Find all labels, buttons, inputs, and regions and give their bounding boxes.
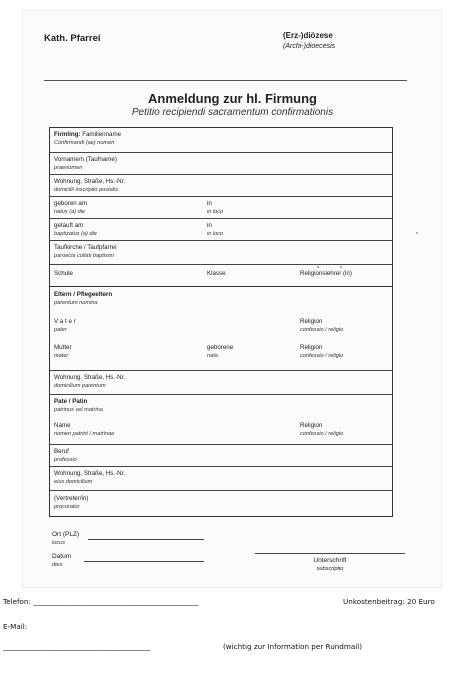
vater-label: V a t e r (54, 318, 76, 325)
wohnung-eltern-latin: domicilium parentum (54, 383, 106, 389)
pate-heading: Pate / Patin (54, 398, 88, 405)
religion-mutter-label: Religion (300, 344, 323, 351)
firmling-label: Familienname (82, 131, 122, 138)
wohnung-pate-latin: eius domicilium (54, 479, 93, 485)
ort-latin: locus (52, 540, 66, 546)
religionslehrer-label: Religionslehrer (in) (300, 270, 352, 277)
header-rule (44, 80, 407, 81)
vater-latin: pater (54, 327, 67, 333)
taufkirche-latin: paroecia collati baptismi (54, 253, 114, 259)
diocese-label: (Erz-)diözese (283, 31, 333, 40)
ort-field (52, 531, 79, 547)
religion-vater-latin: confessio / religio (300, 327, 344, 333)
scan-speck (416, 232, 418, 234)
row-wohnung-pate (50, 466, 392, 491)
firmling-latin: Confirmandi (ae) nomen (54, 140, 115, 146)
geboren-label: geboren am (54, 200, 88, 207)
datum-latin: dies (52, 562, 63, 568)
form-title: Anmeldung zur hl. Firmung (148, 91, 317, 106)
registration-form (49, 127, 393, 517)
ort-line (88, 539, 204, 540)
religion-pate-label: Religion (300, 422, 323, 429)
eltern-latin: parentum nomina (54, 300, 98, 306)
getauft-in-label: in (207, 222, 212, 229)
email-label: E-Mail: (3, 622, 28, 631)
taufkirche-label: Taufkirche / Taufpfarrei (54, 244, 117, 251)
info-note: (wichtig zur Information per Rundmail) (223, 642, 363, 651)
ort-label: Ort (PLZ) (52, 531, 80, 538)
email-line: _________________________________________ (3, 642, 151, 651)
firmling-heading: Firmling: (54, 131, 81, 138)
signature-label: Unterschrift (313, 557, 347, 564)
beruf-label: Beruf (54, 448, 69, 455)
getauft-latin: baptizatus (a) die (54, 231, 97, 237)
getauft-label: getauft am (54, 222, 84, 229)
wohnung-pate-label: Wohnung, Straße, Hs.-Nr. (54, 470, 126, 477)
klasse-label: Klasse (207, 270, 226, 277)
vorname-latin: praenomen (54, 165, 83, 171)
wohnung-latin: domicilii inscriptio postalis (54, 187, 119, 193)
mutter-latin: mater (54, 353, 69, 359)
name-latin: nomen patrini / matrinae (54, 431, 115, 437)
vertreter-label: (Vertreter/in) (54, 495, 89, 502)
parish-label: Kath. Pfarrei (44, 33, 101, 44)
datum-field (52, 553, 71, 569)
scan-speck (340, 266, 342, 268)
geborene-latin: nata (207, 353, 218, 359)
signature-field (255, 557, 405, 573)
firmling-field (54, 131, 121, 147)
name-label: Name (54, 422, 71, 429)
section-eltern (50, 286, 392, 371)
signature-latin: subscriptio (316, 566, 344, 572)
signature-line (255, 553, 405, 554)
beruf-latin: professio (54, 457, 77, 463)
datum-line (84, 561, 204, 562)
telefon-line: Telefon: ______________________________________________ (3, 597, 199, 606)
mutter-label: Mutter (54, 344, 72, 351)
geboren-in-latin: in loco (207, 209, 224, 215)
row-geboren (50, 196, 392, 219)
schule-label: Schule (54, 270, 73, 277)
form-subtitle: Petitio recipiendi sacramentum confirmationis (131, 107, 334, 118)
religion-vater-label: Religion (300, 318, 323, 325)
diocese-block (283, 31, 335, 52)
eltern-heading: Eltern / Pflegeeltern (54, 291, 113, 298)
wohnung-label: Wohnung, Straße, Hs.-Nr. (54, 178, 126, 185)
scan-speck (317, 266, 319, 268)
row-beruf (50, 444, 392, 467)
religion-mutter-latin: confessio / religio (300, 353, 344, 359)
unkosten-label: Unkostenbeitrag: 20 Euro (343, 597, 435, 606)
pate-latin: patrinus vel matrina (54, 407, 103, 413)
vorname-label: Vorname/n (Taufname) (54, 156, 117, 163)
row-getauft (50, 218, 392, 241)
getauft-in-latin: in loco (207, 231, 224, 237)
diocese-latin: (Archi-)dioecesis (283, 43, 336, 50)
datum-label: Datum (52, 553, 72, 560)
geboren-in-label: in (207, 200, 212, 207)
row-vertreter (50, 490, 392, 516)
section-pate (50, 394, 392, 445)
geboren-latin: natus (a) die (54, 209, 86, 215)
row-wohnung (50, 174, 392, 197)
geborene-label: geborene (207, 344, 234, 351)
row-taufkirche (50, 240, 392, 265)
row-wohnung-eltern (50, 370, 392, 395)
wohnung-eltern-label: Wohnung, Straße, Hs.-Nr. (54, 374, 126, 381)
row-firmling (50, 128, 392, 153)
religion-pate-latin: confessio / religio (300, 431, 344, 437)
row-vorname (50, 152, 392, 175)
vertreter-latin: procurator (54, 504, 80, 510)
